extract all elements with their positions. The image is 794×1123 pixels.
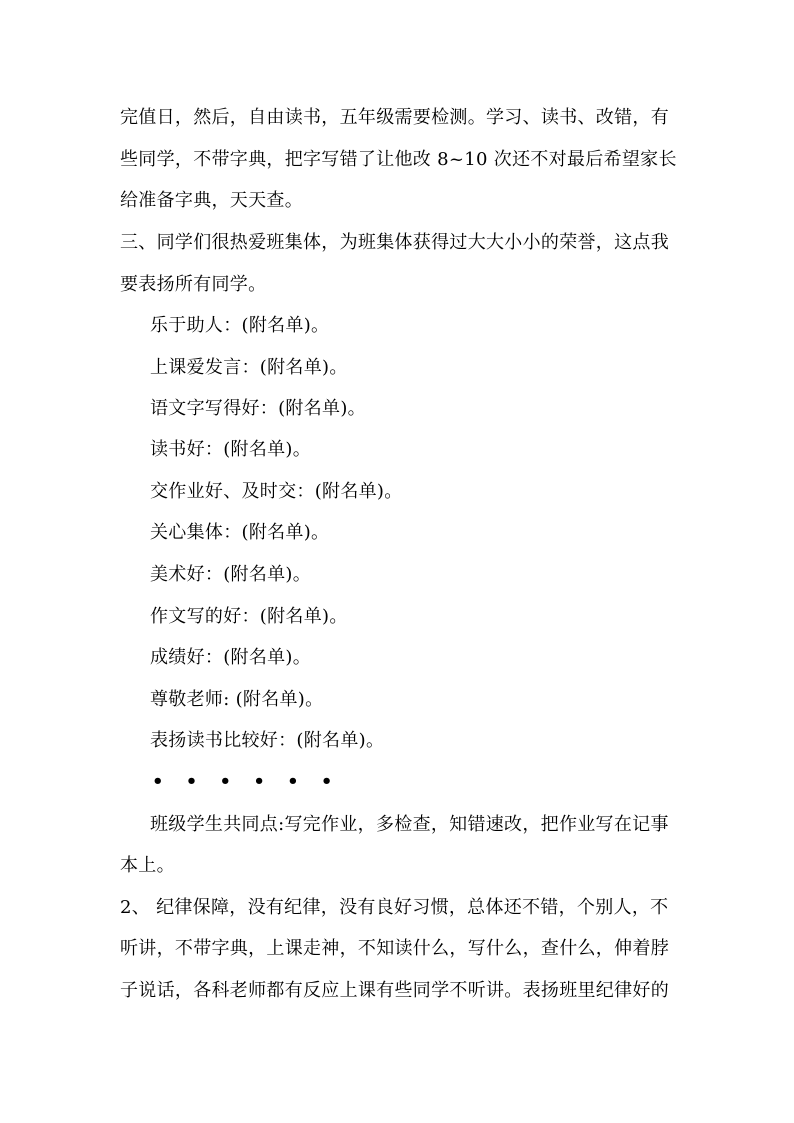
honor-list-item: 尊敬老师: (附名单)。 (150, 689, 324, 710)
honor-list-item: 关心集体：(附名单)。 (150, 522, 330, 543)
honor-list-item: 交作业好、及时交：(附名单)。 (150, 481, 403, 502)
paragraph-line: 完值日，然后，自由读书，五年级需要检测。学习、读书、改错，有 (120, 107, 669, 128)
honor-list-item: 语文字写得好：(附名单)。 (150, 398, 366, 419)
honor-list-item: 表扬读书比较好：(附名单)。 (150, 730, 385, 751)
ellipsis-dots: • • • • • • (152, 771, 341, 792)
honor-list-item: 乐于助人：(附名单)。 (150, 315, 330, 336)
paragraph-line: 给准备字典，天天查。 (120, 190, 303, 211)
paragraph-line: 要表扬所有同学。 (120, 274, 267, 295)
section-heading-line: 三、同学们很热爱班集体，为班集体获得过大大小小的荣誉，这点我 (120, 232, 669, 253)
honor-list-item: 读书好：(附名单)。 (150, 439, 312, 460)
honor-list-item: 上课爱发言：(附名单)。 (150, 357, 348, 378)
section-heading-line: 2、 纪律保障，没有纪律，没有良好习惯，总体还不错，个别人，不 (120, 897, 669, 918)
paragraph-line: 本上。 (120, 855, 175, 876)
paragraph-line: 听讲，不带字典，上课走神，不知读什么，写什么，查什么，伸着脖 (120, 938, 669, 959)
honor-list-item: 成绩好：(附名单)。 (150, 647, 312, 668)
paragraph-line: 些同学，不带字典，把字写错了让他改 8~10 次还不对最后希望家长 (120, 149, 677, 170)
paragraph-line: 子说话，各科老师都有反应上课有些同学不听讲。表扬班里纪律好的 (120, 980, 669, 1001)
paragraph-line: 班级学生共同点:写完作业，多检查，知错速改，把作业写在记事 (150, 814, 669, 835)
honor-list-item: 作文写的好：(附名单)。 (150, 606, 348, 627)
honor-list-item: 美术好：(附名单)。 (150, 564, 312, 585)
